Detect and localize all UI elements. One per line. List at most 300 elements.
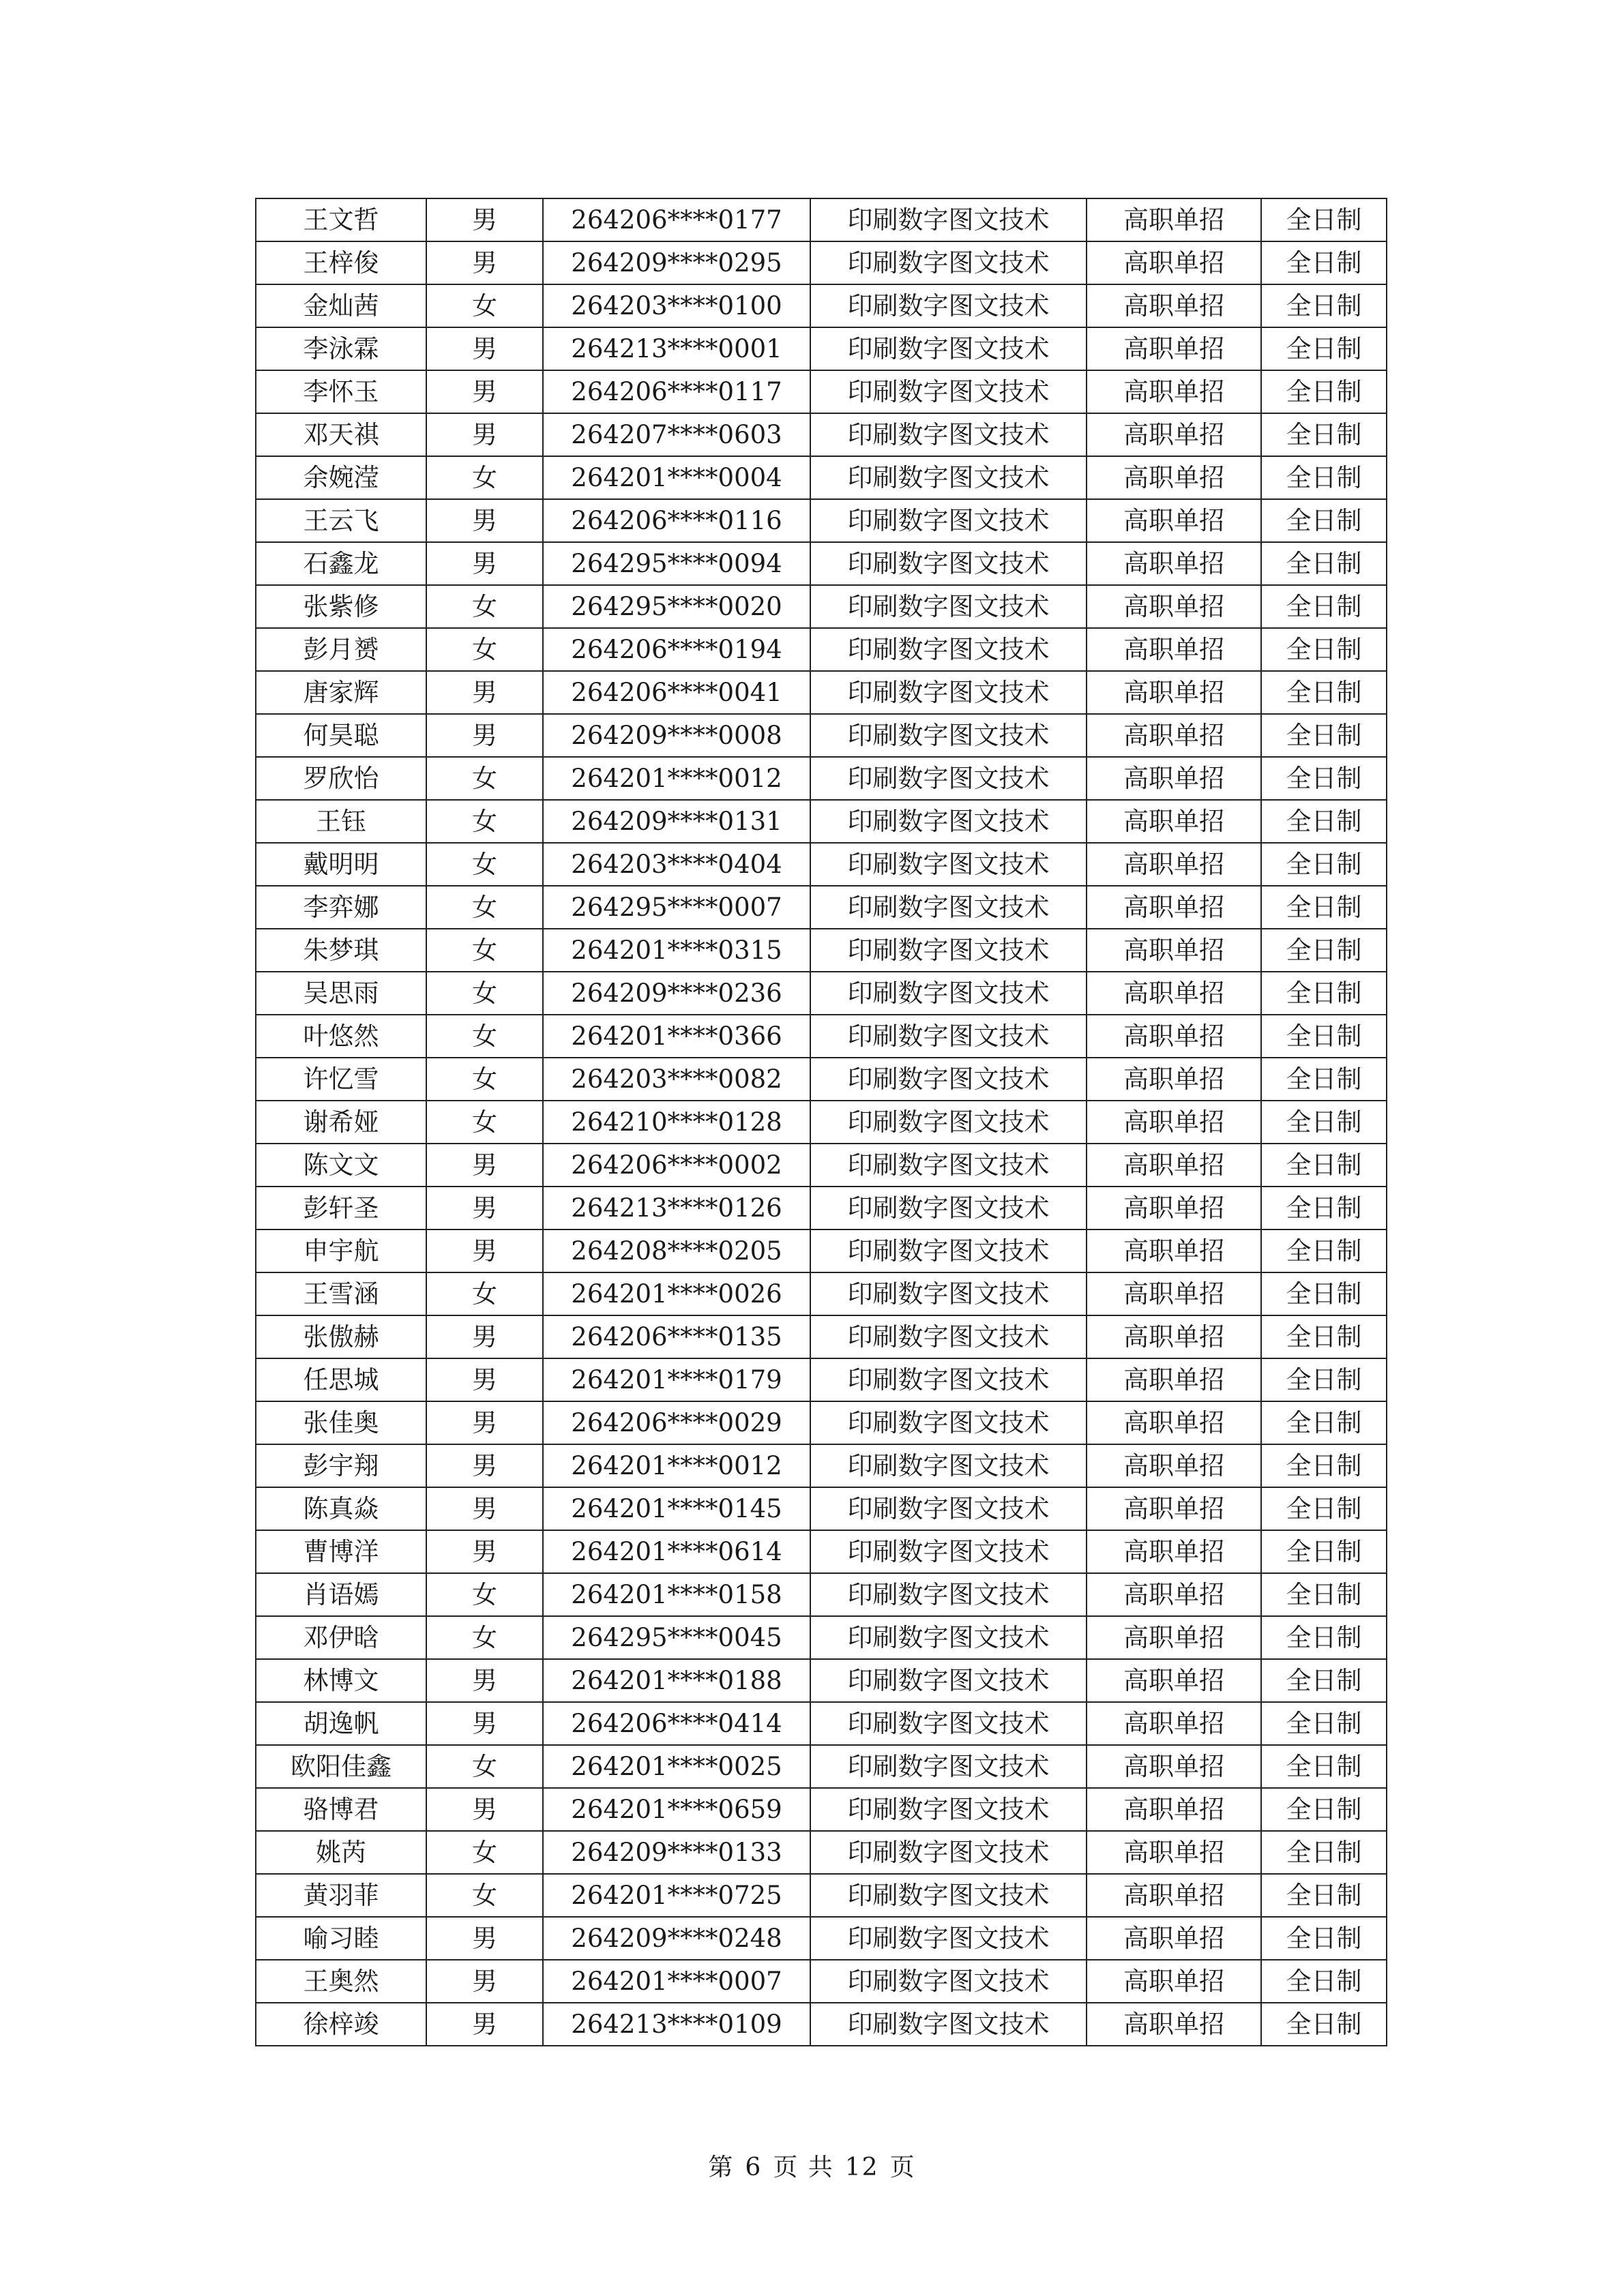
admission-type-cell: 高职单招 bbox=[1087, 1272, 1261, 1315]
major-cell: 印刷数字图文技术 bbox=[810, 370, 1087, 413]
student-name-cell: 王雪涵 bbox=[256, 1272, 426, 1315]
student-name-cell: 骆博君 bbox=[256, 1788, 426, 1831]
gender-cell: 男 bbox=[426, 1702, 543, 1745]
student-id-cell: 264295****0020 bbox=[543, 585, 810, 628]
table-row bbox=[256, 1015, 1387, 1058]
major-cell: 印刷数字图文技术 bbox=[810, 1745, 1087, 1788]
admission-type-cell: 高职单招 bbox=[1087, 628, 1261, 671]
gender-cell: 女 bbox=[426, 585, 543, 628]
study-mode-cell: 全日制 bbox=[1261, 628, 1387, 671]
major-cell: 印刷数字图文技术 bbox=[810, 1272, 1087, 1315]
study-mode-cell: 全日制 bbox=[1261, 1187, 1387, 1229]
student-name-cell: 石鑫龙 bbox=[256, 542, 426, 585]
table-row bbox=[256, 1101, 1387, 1144]
major-cell: 印刷数字图文技术 bbox=[810, 241, 1087, 284]
gender-cell: 女 bbox=[426, 757, 543, 800]
study-mode-cell: 全日制 bbox=[1261, 800, 1387, 843]
admission-type-cell: 高职单招 bbox=[1087, 1058, 1261, 1101]
table-row bbox=[256, 198, 1387, 241]
student-name-cell: 何昊聪 bbox=[256, 714, 426, 757]
table-row bbox=[256, 542, 1387, 585]
admission-type-cell: 高职单招 bbox=[1087, 456, 1261, 499]
student-id-cell: 264206****0117 bbox=[543, 370, 810, 413]
study-mode-cell: 全日制 bbox=[1261, 1444, 1387, 1487]
student-id-cell: 264213****0001 bbox=[543, 327, 810, 370]
gender-cell: 男 bbox=[426, 1659, 543, 1702]
admission-type-cell: 高职单招 bbox=[1087, 327, 1261, 370]
study-mode-cell: 全日制 bbox=[1261, 542, 1387, 585]
major-cell: 印刷数字图文技术 bbox=[810, 1015, 1087, 1058]
admission-type-cell: 高职单招 bbox=[1087, 499, 1261, 542]
student-id-cell: 264206****0177 bbox=[543, 198, 810, 241]
table-row bbox=[256, 1272, 1387, 1315]
major-cell: 印刷数字图文技术 bbox=[810, 1315, 1087, 1358]
admission-type-cell: 高职单招 bbox=[1087, 585, 1261, 628]
student-name-cell: 戴明明 bbox=[256, 843, 426, 886]
study-mode-cell: 全日制 bbox=[1261, 1960, 1387, 2003]
study-mode-cell: 全日制 bbox=[1261, 1315, 1387, 1358]
study-mode-cell: 全日制 bbox=[1261, 843, 1387, 886]
gender-cell: 男 bbox=[426, 1401, 543, 1444]
major-cell: 印刷数字图文技术 bbox=[810, 284, 1087, 327]
student-name-cell: 谢希娅 bbox=[256, 1101, 426, 1144]
student-id-cell: 264203****0082 bbox=[543, 1058, 810, 1101]
student-name-cell: 吴思雨 bbox=[256, 972, 426, 1015]
table-row bbox=[256, 499, 1387, 542]
student-name-cell: 邓天祺 bbox=[256, 413, 426, 456]
student-name-cell: 胡逸帆 bbox=[256, 1702, 426, 1745]
student-id-cell: 264213****0109 bbox=[543, 2003, 810, 2046]
admission-type-cell: 高职单招 bbox=[1087, 284, 1261, 327]
table-row bbox=[256, 929, 1387, 972]
major-cell: 印刷数字图文技术 bbox=[810, 800, 1087, 843]
study-mode-cell: 全日制 bbox=[1261, 585, 1387, 628]
student-name-cell: 黄羽菲 bbox=[256, 1874, 426, 1917]
gender-cell: 女 bbox=[426, 1745, 543, 1788]
table-row bbox=[256, 1401, 1387, 1444]
table-row bbox=[256, 585, 1387, 628]
major-cell: 印刷数字图文技术 bbox=[810, 2003, 1087, 2046]
study-mode-cell: 全日制 bbox=[1261, 1487, 1387, 1530]
page-mid: 页 共 bbox=[773, 2153, 834, 2181]
admission-type-cell: 高职单招 bbox=[1087, 1144, 1261, 1187]
gender-cell: 女 bbox=[426, 1573, 543, 1616]
student-name-cell: 彭轩圣 bbox=[256, 1187, 426, 1229]
admission-type-cell: 高职单招 bbox=[1087, 542, 1261, 585]
admission-type-cell: 高职单招 bbox=[1087, 1573, 1261, 1616]
student-name-cell: 李弈娜 bbox=[256, 886, 426, 929]
table-row bbox=[256, 714, 1387, 757]
study-mode-cell: 全日制 bbox=[1261, 1272, 1387, 1315]
student-id-cell: 264209****0008 bbox=[543, 714, 810, 757]
gender-cell: 男 bbox=[426, 413, 543, 456]
student-id-cell: 264201****0188 bbox=[543, 1659, 810, 1702]
admission-type-cell: 高职单招 bbox=[1087, 1444, 1261, 1487]
student-id-cell: 264201****0007 bbox=[543, 1960, 810, 2003]
table-row bbox=[256, 1745, 1387, 1788]
student-name-cell: 叶悠然 bbox=[256, 1015, 426, 1058]
major-cell: 印刷数字图文技术 bbox=[810, 1788, 1087, 1831]
major-cell: 印刷数字图文技术 bbox=[810, 886, 1087, 929]
major-cell: 印刷数字图文技术 bbox=[810, 1058, 1087, 1101]
admission-type-cell: 高职单招 bbox=[1087, 1831, 1261, 1874]
major-cell: 印刷数字图文技术 bbox=[810, 628, 1087, 671]
admission-type-cell: 高职单招 bbox=[1087, 1874, 1261, 1917]
gender-cell: 男 bbox=[426, 1358, 543, 1401]
major-cell: 印刷数字图文技术 bbox=[810, 1144, 1087, 1187]
page-footer bbox=[0, 2148, 1624, 2183]
gender-cell: 女 bbox=[426, 1831, 543, 1874]
student-name-cell: 王云飞 bbox=[256, 499, 426, 542]
major-cell: 印刷数字图文技术 bbox=[810, 1401, 1087, 1444]
table-row bbox=[256, 1444, 1387, 1487]
admission-type-cell: 高职单招 bbox=[1087, 1187, 1261, 1229]
student-name-cell: 陈文文 bbox=[256, 1144, 426, 1187]
table-row bbox=[256, 1874, 1387, 1917]
study-mode-cell: 全日制 bbox=[1261, 1573, 1387, 1616]
admission-type-cell: 高职单招 bbox=[1087, 800, 1261, 843]
student-name-cell: 金灿茜 bbox=[256, 284, 426, 327]
student-id-cell: 264201****0004 bbox=[543, 456, 810, 499]
table-row bbox=[256, 1487, 1387, 1530]
table-row bbox=[256, 1315, 1387, 1358]
admission-type-cell: 高职单招 bbox=[1087, 1530, 1261, 1573]
gender-cell: 男 bbox=[426, 1530, 543, 1573]
student-name-cell: 喻习睦 bbox=[256, 1917, 426, 1960]
table-row bbox=[256, 1530, 1387, 1573]
student-name-cell: 欧阳佳鑫 bbox=[256, 1745, 426, 1788]
study-mode-cell: 全日制 bbox=[1261, 1917, 1387, 1960]
admission-type-cell: 高职单招 bbox=[1087, 198, 1261, 241]
admission-type-cell: 高职单招 bbox=[1087, 972, 1261, 1015]
gender-cell: 男 bbox=[426, 1960, 543, 2003]
admission-type-cell: 高职单招 bbox=[1087, 1358, 1261, 1401]
gender-cell: 男 bbox=[426, 671, 543, 714]
major-cell: 印刷数字图文技术 bbox=[810, 1702, 1087, 1745]
major-cell: 印刷数字图文技术 bbox=[810, 1960, 1087, 2003]
student-name-cell: 张佳奥 bbox=[256, 1401, 426, 1444]
student-name-cell: 李怀玉 bbox=[256, 370, 426, 413]
admission-type-cell: 高职单招 bbox=[1087, 671, 1261, 714]
admission-type-cell: 高职单招 bbox=[1087, 757, 1261, 800]
study-mode-cell: 全日制 bbox=[1261, 1831, 1387, 1874]
gender-cell: 男 bbox=[426, 714, 543, 757]
admission-type-cell: 高职单招 bbox=[1087, 1616, 1261, 1659]
study-mode-cell: 全日制 bbox=[1261, 198, 1387, 241]
student-id-cell: 264208****0205 bbox=[543, 1229, 810, 1272]
gender-cell: 男 bbox=[426, 1917, 543, 1960]
student-name-cell: 任思城 bbox=[256, 1358, 426, 1401]
admission-type-cell: 高职单招 bbox=[1087, 2003, 1261, 2046]
admission-type-cell: 高职单招 bbox=[1087, 929, 1261, 972]
student-id-cell: 264209****0295 bbox=[543, 241, 810, 284]
admission-type-cell: 高职单招 bbox=[1087, 1101, 1261, 1144]
student-id-cell: 264201****0145 bbox=[543, 1487, 810, 1530]
gender-cell: 女 bbox=[426, 456, 543, 499]
major-cell: 印刷数字图文技术 bbox=[810, 1917, 1087, 1960]
student-name-cell: 李泳霖 bbox=[256, 327, 426, 370]
gender-cell: 女 bbox=[426, 886, 543, 929]
study-mode-cell: 全日制 bbox=[1261, 284, 1387, 327]
page-suffix: 页 bbox=[889, 2153, 916, 2181]
study-mode-cell: 全日制 bbox=[1261, 456, 1387, 499]
study-mode-cell: 全日制 bbox=[1261, 413, 1387, 456]
gender-cell: 女 bbox=[426, 1101, 543, 1144]
student-id-cell: 264201****0659 bbox=[543, 1788, 810, 1831]
study-mode-cell: 全日制 bbox=[1261, 1058, 1387, 1101]
gender-cell: 男 bbox=[426, 241, 543, 284]
student-id-cell: 264295****0094 bbox=[543, 542, 810, 585]
major-cell: 印刷数字图文技术 bbox=[810, 327, 1087, 370]
table-row bbox=[256, 671, 1387, 714]
table-row bbox=[256, 1058, 1387, 1101]
student-name-cell: 徐梓竣 bbox=[256, 2003, 426, 2046]
table-row bbox=[256, 284, 1387, 327]
admission-type-cell: 高职单招 bbox=[1087, 1487, 1261, 1530]
student-id-cell: 264209****0236 bbox=[543, 972, 810, 1015]
major-cell: 印刷数字图文技术 bbox=[810, 1573, 1087, 1616]
student-name-cell: 邓伊晗 bbox=[256, 1616, 426, 1659]
major-cell: 印刷数字图文技术 bbox=[810, 585, 1087, 628]
student-id-cell: 264209****0248 bbox=[543, 1917, 810, 1960]
study-mode-cell: 全日制 bbox=[1261, 1874, 1387, 1917]
student-id-cell: 264207****0603 bbox=[543, 413, 810, 456]
table-row bbox=[256, 1144, 1387, 1187]
table-row bbox=[256, 1573, 1387, 1616]
student-name-cell: 唐家辉 bbox=[256, 671, 426, 714]
gender-cell: 男 bbox=[426, 370, 543, 413]
student-name-cell: 曹博洋 bbox=[256, 1530, 426, 1573]
table-row bbox=[256, 1960, 1387, 2003]
gender-cell: 男 bbox=[426, 1315, 543, 1358]
study-mode-cell: 全日制 bbox=[1261, 671, 1387, 714]
page-prefix: 第 bbox=[708, 2153, 735, 2181]
student-name-cell: 彭宇翔 bbox=[256, 1444, 426, 1487]
student-name-cell: 肖语嫣 bbox=[256, 1573, 426, 1616]
study-mode-cell: 全日制 bbox=[1261, 1788, 1387, 1831]
gender-cell: 女 bbox=[426, 843, 543, 886]
admission-type-cell: 高职单招 bbox=[1087, 1315, 1261, 1358]
student-id-cell: 264209****0131 bbox=[543, 800, 810, 843]
table-row bbox=[256, 456, 1387, 499]
major-cell: 印刷数字图文技术 bbox=[810, 1101, 1087, 1144]
study-mode-cell: 全日制 bbox=[1261, 1144, 1387, 1187]
table-row bbox=[256, 1788, 1387, 1831]
admission-type-cell: 高职单招 bbox=[1087, 1745, 1261, 1788]
student-id-cell: 264206****0029 bbox=[543, 1401, 810, 1444]
gender-cell: 男 bbox=[426, 2003, 543, 2046]
major-cell: 印刷数字图文技术 bbox=[810, 198, 1087, 241]
gender-cell: 男 bbox=[426, 1187, 543, 1229]
student-name-cell: 彭月赟 bbox=[256, 628, 426, 671]
admission-type-cell: 高职单招 bbox=[1087, 1917, 1261, 1960]
student-name-cell: 余婉滢 bbox=[256, 456, 426, 499]
major-cell: 印刷数字图文技术 bbox=[810, 1874, 1087, 1917]
admission-type-cell: 高职单招 bbox=[1087, 714, 1261, 757]
major-cell: 印刷数字图文技术 bbox=[810, 671, 1087, 714]
gender-cell: 女 bbox=[426, 929, 543, 972]
admission-type-cell: 高职单招 bbox=[1087, 1788, 1261, 1831]
student-name-cell: 陈真焱 bbox=[256, 1487, 426, 1530]
table-row bbox=[256, 1659, 1387, 1702]
roster-body bbox=[256, 198, 1387, 2046]
admission-type-cell: 高职单招 bbox=[1087, 370, 1261, 413]
gender-cell: 男 bbox=[426, 1788, 543, 1831]
student-id-cell: 264201****0012 bbox=[543, 757, 810, 800]
student-name-cell: 朱梦琪 bbox=[256, 929, 426, 972]
table-row bbox=[256, 1917, 1387, 1960]
student-id-cell: 264201****0614 bbox=[543, 1530, 810, 1573]
study-mode-cell: 全日制 bbox=[1261, 1702, 1387, 1745]
major-cell: 印刷数字图文技术 bbox=[810, 929, 1087, 972]
major-cell: 印刷数字图文技术 bbox=[810, 1659, 1087, 1702]
major-cell: 印刷数字图文技术 bbox=[810, 1358, 1087, 1401]
admission-type-cell: 高职单招 bbox=[1087, 1015, 1261, 1058]
table-row bbox=[256, 972, 1387, 1015]
major-cell: 印刷数字图文技术 bbox=[810, 456, 1087, 499]
gender-cell: 男 bbox=[426, 1144, 543, 1187]
major-cell: 印刷数字图文技术 bbox=[810, 1487, 1087, 1530]
major-cell: 印刷数字图文技术 bbox=[810, 1187, 1087, 1229]
student-id-cell: 264203****0100 bbox=[543, 284, 810, 327]
table-row bbox=[256, 327, 1387, 370]
study-mode-cell: 全日制 bbox=[1261, 241, 1387, 284]
table-row bbox=[256, 628, 1387, 671]
student-id-cell: 264201****0366 bbox=[543, 1015, 810, 1058]
gender-cell: 男 bbox=[426, 542, 543, 585]
study-mode-cell: 全日制 bbox=[1261, 1358, 1387, 1401]
study-mode-cell: 全日制 bbox=[1261, 714, 1387, 757]
student-id-cell: 264201****0725 bbox=[543, 1874, 810, 1917]
table-row bbox=[256, 1358, 1387, 1401]
study-mode-cell: 全日制 bbox=[1261, 1015, 1387, 1058]
major-cell: 印刷数字图文技术 bbox=[810, 413, 1087, 456]
student-name-cell: 王钰 bbox=[256, 800, 426, 843]
table-row bbox=[256, 757, 1387, 800]
gender-cell: 女 bbox=[426, 1058, 543, 1101]
study-mode-cell: 全日制 bbox=[1261, 886, 1387, 929]
student-name-cell: 张傲赫 bbox=[256, 1315, 426, 1358]
admission-type-cell: 高职单招 bbox=[1087, 241, 1261, 284]
admission-type-cell: 高职单招 bbox=[1087, 413, 1261, 456]
page-total: 12 bbox=[844, 2153, 879, 2181]
student-name-cell: 王奥然 bbox=[256, 1960, 426, 2003]
student-name-cell: 林博文 bbox=[256, 1659, 426, 1702]
admission-type-cell: 高职单招 bbox=[1087, 1960, 1261, 2003]
study-mode-cell: 全日制 bbox=[1261, 1659, 1387, 1702]
student-id-cell: 264210****0128 bbox=[543, 1101, 810, 1144]
gender-cell: 男 bbox=[426, 1487, 543, 1530]
study-mode-cell: 全日制 bbox=[1261, 2003, 1387, 2046]
study-mode-cell: 全日制 bbox=[1261, 1401, 1387, 1444]
study-mode-cell: 全日制 bbox=[1261, 370, 1387, 413]
student-id-cell: 264295****0045 bbox=[543, 1616, 810, 1659]
student-id-cell: 264206****0194 bbox=[543, 628, 810, 671]
study-mode-cell: 全日制 bbox=[1261, 972, 1387, 1015]
table-row bbox=[256, 800, 1387, 843]
study-mode-cell: 全日制 bbox=[1261, 1530, 1387, 1573]
student-name-cell: 申宇航 bbox=[256, 1229, 426, 1272]
study-mode-cell: 全日制 bbox=[1261, 327, 1387, 370]
student-id-cell: 264201****0315 bbox=[543, 929, 810, 972]
study-mode-cell: 全日制 bbox=[1261, 1229, 1387, 1272]
admission-type-cell: 高职单招 bbox=[1087, 886, 1261, 929]
major-cell: 印刷数字图文技术 bbox=[810, 757, 1087, 800]
major-cell: 印刷数字图文技术 bbox=[810, 499, 1087, 542]
table-row bbox=[256, 1831, 1387, 1874]
student-id-cell: 264201****0012 bbox=[543, 1444, 810, 1487]
admission-type-cell: 高职单招 bbox=[1087, 1659, 1261, 1702]
major-cell: 印刷数字图文技术 bbox=[810, 843, 1087, 886]
student-id-cell: 264203****0404 bbox=[543, 843, 810, 886]
major-cell: 印刷数字图文技术 bbox=[810, 1616, 1087, 1659]
admission-type-cell: 高职单招 bbox=[1087, 1401, 1261, 1444]
table-row bbox=[256, 886, 1387, 929]
table-row bbox=[256, 1616, 1387, 1659]
student-roster-table bbox=[255, 198, 1387, 2046]
table-row bbox=[256, 413, 1387, 456]
gender-cell: 女 bbox=[426, 1874, 543, 1917]
student-name-cell: 王梓俊 bbox=[256, 241, 426, 284]
study-mode-cell: 全日制 bbox=[1261, 1616, 1387, 1659]
student-name-cell: 张紫修 bbox=[256, 585, 426, 628]
admission-type-cell: 高职单招 bbox=[1087, 843, 1261, 886]
student-id-cell: 264206****0002 bbox=[543, 1144, 810, 1187]
gender-cell: 女 bbox=[426, 1272, 543, 1315]
gender-cell: 女 bbox=[426, 972, 543, 1015]
student-id-cell: 264206****0414 bbox=[543, 1702, 810, 1745]
gender-cell: 女 bbox=[426, 1015, 543, 1058]
study-mode-cell: 全日制 bbox=[1261, 1101, 1387, 1144]
student-id-cell: 264201****0026 bbox=[543, 1272, 810, 1315]
student-name-cell: 罗欣怡 bbox=[256, 757, 426, 800]
student-name-cell: 许忆雪 bbox=[256, 1058, 426, 1101]
table-row bbox=[256, 370, 1387, 413]
student-id-cell: 264209****0133 bbox=[543, 1831, 810, 1874]
student-id-cell: 264206****0041 bbox=[543, 671, 810, 714]
table-row bbox=[256, 2003, 1387, 2046]
table-row bbox=[256, 241, 1387, 284]
admission-type-cell: 高职单招 bbox=[1087, 1229, 1261, 1272]
major-cell: 印刷数字图文技术 bbox=[810, 972, 1087, 1015]
student-id-cell: 264213****0126 bbox=[543, 1187, 810, 1229]
student-id-cell: 264201****0179 bbox=[543, 1358, 810, 1401]
gender-cell: 女 bbox=[426, 628, 543, 671]
gender-cell: 女 bbox=[426, 1616, 543, 1659]
student-id-cell: 264206****0116 bbox=[543, 499, 810, 542]
gender-cell: 男 bbox=[426, 198, 543, 241]
study-mode-cell: 全日制 bbox=[1261, 929, 1387, 972]
student-id-cell: 264295****0007 bbox=[543, 886, 810, 929]
gender-cell: 女 bbox=[426, 800, 543, 843]
admission-type-cell: 高职单招 bbox=[1087, 1702, 1261, 1745]
major-cell: 印刷数字图文技术 bbox=[810, 1444, 1087, 1487]
major-cell: 印刷数字图文技术 bbox=[810, 542, 1087, 585]
student-name-cell: 姚芮 bbox=[256, 1831, 426, 1874]
table-row bbox=[256, 1229, 1387, 1272]
table-row bbox=[256, 843, 1387, 886]
gender-cell: 男 bbox=[426, 327, 543, 370]
student-id-cell: 264206****0135 bbox=[543, 1315, 810, 1358]
student-id-cell: 264201****0025 bbox=[543, 1745, 810, 1788]
gender-cell: 男 bbox=[426, 1229, 543, 1272]
gender-cell: 女 bbox=[426, 284, 543, 327]
major-cell: 印刷数字图文技术 bbox=[810, 1229, 1087, 1272]
student-id-cell: 264201****0158 bbox=[543, 1573, 810, 1616]
gender-cell: 男 bbox=[426, 499, 543, 542]
table-row bbox=[256, 1702, 1387, 1745]
study-mode-cell: 全日制 bbox=[1261, 499, 1387, 542]
